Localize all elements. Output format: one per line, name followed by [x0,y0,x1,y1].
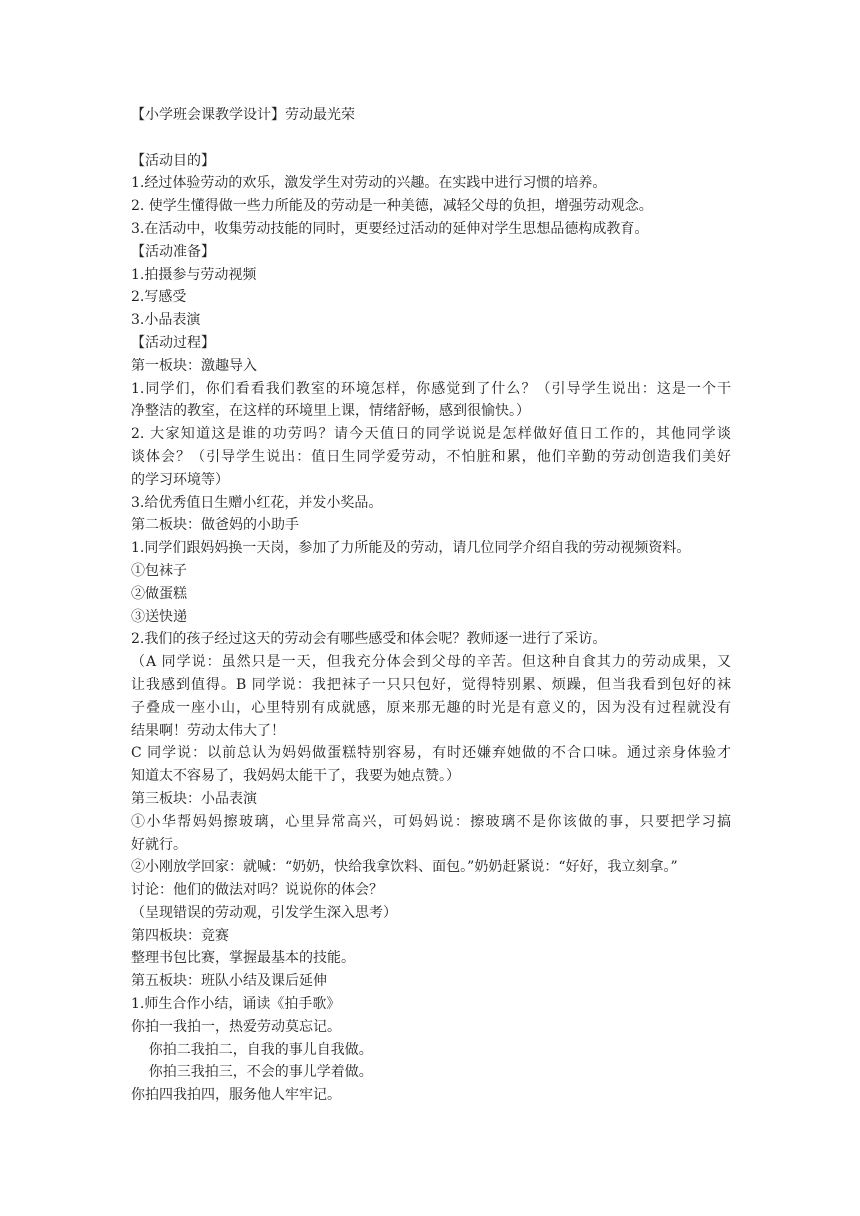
block-heading: 第二板块：做爸妈的小助手 [131,517,299,534]
verse-line: 你拍四我拍四，服务他人牢牢记。 [131,1087,341,1104]
paragraph-line: ①小华帮妈妈擦玻璃，心里异常高兴，可妈妈说：擦玻璃不是你该做的事，只要把学习搞 [131,813,731,830]
paragraph-line: 知道太不容易了，我妈妈太能干了，我要为她点赞。） [131,768,460,785]
section-heading: 【活动准备】 [131,243,215,260]
paragraph-line: 2. 大家知道这是谁的功劳吗？请今天值日的同学说说是怎样做好值日工作的，其他同学谈 [131,426,731,443]
paragraph-line: （呈现错误的劳动观，引发学生深入思考） [131,904,397,921]
paragraph-line: C 同学说：以前总认为妈妈做蛋糕特别容易，有时还嫌弃她做的不合口味。通过亲身体验才 [131,745,731,762]
verse-line: 你拍二我拍二，自我的事儿自我做。 [131,1041,373,1058]
document-title: 【小学班会课教学设计】劳动最光荣 [131,107,355,123]
paragraph-line: 整理书包比赛，掌握最基本的技能。 [131,950,355,967]
list-item: ②做蛋糕 [131,585,187,602]
block-heading: 第四板块：竞赛 [131,927,229,944]
block-heading: 第一板块：激趣导入 [131,357,257,374]
paragraph-line: 结果啊！劳动太伟大了！ [131,722,285,739]
block-heading: 第五板块：班队小结及课后延伸 [131,973,327,990]
paragraph-line: 1.拍摄参与劳动视频 [131,266,257,283]
paragraph-line: 3.给优秀值日生赠小红花，并发小奖品。 [131,494,383,511]
paragraph-line: 2.写感受 [131,289,187,306]
section-heading: 【活动目的】 [131,152,215,169]
paragraph-line: 3.在活动中，收集劳动技能的同时，更要经过活动的延伸对学生思想品德构成教育。 [131,220,649,237]
verse-line: 你拍三我拍三，不会的事儿学着做。 [131,1064,373,1081]
section-heading: 【活动过程】 [131,334,215,351]
list-item: ③送快递 [131,608,187,625]
paragraph-line: 的学习环境等） [131,471,229,488]
paragraph-line: （A 同学说：虽然只是一天，但我充分体会到父母的辛苦。但这种自食其力的劳动成果，又 [131,654,731,671]
document-body [131,104,731,1107]
paragraph-line: 2.我们的孩子经过这天的劳动会有哪些感受和体会呢？教师逐一进行了采访。 [131,631,607,648]
paragraph-line: 讨论：他们的做法对吗？说说你的体会？ [131,882,383,899]
paragraph-line: ②小刚放学回家：就喊：“奶奶，快给我拿饮料、面包。”奶奶赶紧说：“好好，我立刻拿。” [131,859,678,876]
paragraph-line: 谈体会？（引导学生说出：值日生同学爱劳动，不怕脏和累，他们辛勤的劳动创造我们美好 [131,448,731,465]
paragraph-line: 好就行。 [131,836,187,853]
paragraph-line: 子叠成一座小山，心里特别有成就感，原来那无趣的时光是有意义的，因为没有过程就没有 [131,699,731,716]
paragraph-line: 净整洁的教室，在这样的环境里上课，情绪舒畅，感到很愉快。） [131,403,530,420]
paragraph-line: 让我感到值得。B 同学说：我把袜子一只只包好，觉得特别累、烦躁，但当我看到包好的袜 [131,676,731,693]
paragraph-line: 1.师生合作小结，诵读《拍手歌》 [131,996,341,1013]
paragraph-line: 1.同学们，你们看看我们教室的环境怎样，你感觉到了什么？（引导学生说出：这是一个干 [131,380,731,397]
paragraph-line: 2. 使学生懂得做一些力所能及的劳动是一种美德，减轻父母的负担，增强劳动观念。 [131,198,653,215]
paragraph-line: 1.同学们跟妈妈换一天岗，参加了力所能及的劳动，请几位同学介绍自我的劳动视频资料。 [131,540,691,557]
paragraph-line: 1.经过体验劳动的欢乐，激发学生对劳动的兴趣。在实践中进行习惯的培养。 [131,175,607,192]
paragraph-line: 3.小品表演 [131,312,201,329]
block-heading: 第三板块：小品表演 [131,790,257,807]
list-item: ①包袜子 [131,562,187,579]
verse-line: 你拍一我拍一，热爱劳动莫忘记。 [131,1018,341,1035]
blank-line [131,127,731,150]
